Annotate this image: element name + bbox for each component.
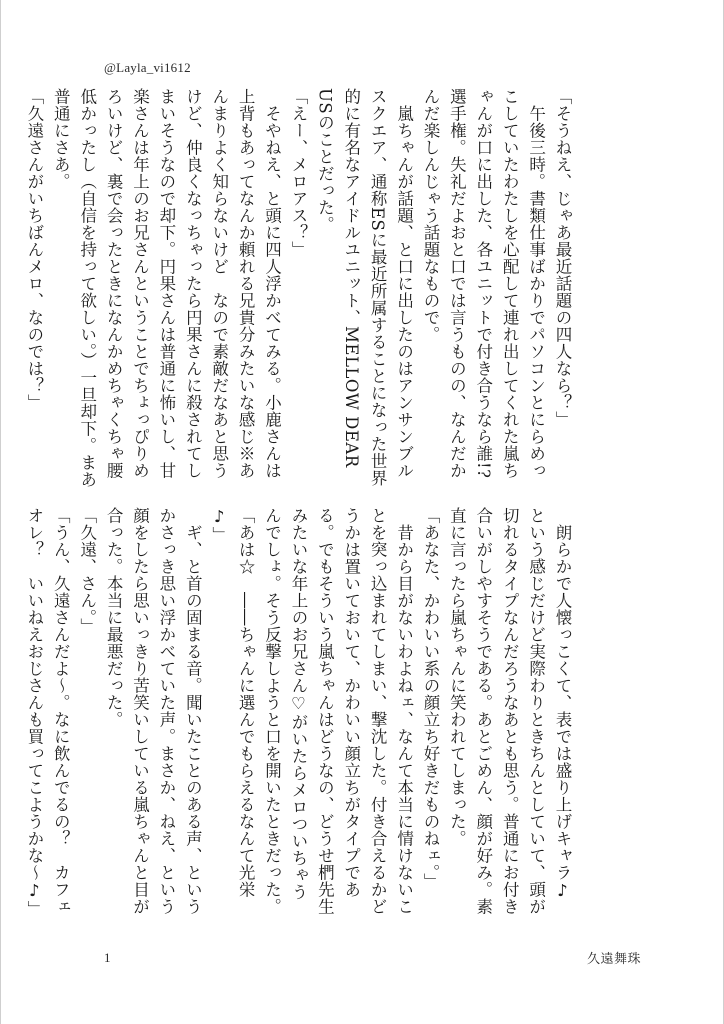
paragraph: 昔から目がないわよねェ、なんて本当に情けないことを突っ込まれてしまい、撃沈した。付き合えるかどうかは置いておいて、かわいい顔立ちがタイプである。でもそういう嵐ちゃんはどうなの、どうせ椚先生みたいな年上のお兄さん♡がいたらメロついちゃうんでしょ。そう反撃しようと口を開いたときだった。 (262, 507, 414, 915)
paragraph: 午後三時。書類仕事ばかりでパソコンとにらめっこしていたわたしを心配して連れ出してくれた嵐ちゃんが口に出した、各ユニットで付き合うなら誰!?選手権。失礼だよおと口では言うものの、なんだかんだ楽しんじゃう話題なもので。 (420, 88, 546, 479)
text-block-top (24, 88, 575, 493)
paragraph: 嵐ちゃんが話題、と口に出したのはアンサンブルスクエア、通称ESに最近所属することになった世界的に有名なアイドルユニット、MELLOW DEAR USのことだった。 (315, 88, 414, 487)
paragraph: ギ、と首の固まる音。聞いたことのある声、というかさっき思い浮かべていた声。まさか、ねえ、という顔をしたら思いっきり苦笑いしている嵐ちゃんと目が合った。本当に最悪だった。 (104, 507, 203, 915)
paragraph: そやねえ、と頭に四人浮かべてみる。小鹿さんは上背もあってなんか頼れる兄貴分みたいな感じ※あんまりよく知らないけど なので素敵だなあと思うけど、仲良くなっちゃったら円果さんに殺されてしまいそうなので却下。円果さんは普通に怖いし、甘楽さんは年上のお兄さんということでちょっぴりめろいけど、裏で会ったときになんかめちゃくちゃ腰低かったし（自信を持って欲しい。）一旦却下。まあ普通にさあ。 (51, 88, 282, 488)
paragraph: 朗らかで人懐っこくて、表では盛り上げキャラ♪という感じだけど実際わりときちんとしていて、頭が切れるタイプなんだろうなあとも思う。普通にお付き合いがしやすそうである。あとごめん、顔が好み。素直に言ったら嵐ちゃんに笑われてしまった。 (447, 507, 572, 915)
paragraph: 「えー、メロアス？」 (288, 88, 308, 258)
paragraph: 「久遠さんがいちばんメロ、なのでは？」 (24, 88, 44, 411)
paragraph: 「あなた、かわいい系の顔立ち好きだものねェ。」 (420, 507, 440, 890)
paragraph: 「うん、久遠さんだよ～。なに飲んでるの？ カフェオレ？ いいねえおじさんも買ってこようかな～♪」 (24, 507, 71, 918)
paragraph: 「そうねえ、じゃあ最近話題の四人なら？」 (553, 88, 572, 428)
page-number: 1 (104, 950, 111, 965)
text-block-bottom (24, 507, 575, 918)
paragraph: 「久遠、さん。」 (77, 507, 97, 635)
paragraph: 「あは☆ ――ちゃんに選んでもらえるなんて光栄♪」 (209, 507, 256, 898)
author-name: 久遠舞珠 (586, 952, 641, 967)
author-handle: @Layla_vi1612 (104, 60, 191, 75)
